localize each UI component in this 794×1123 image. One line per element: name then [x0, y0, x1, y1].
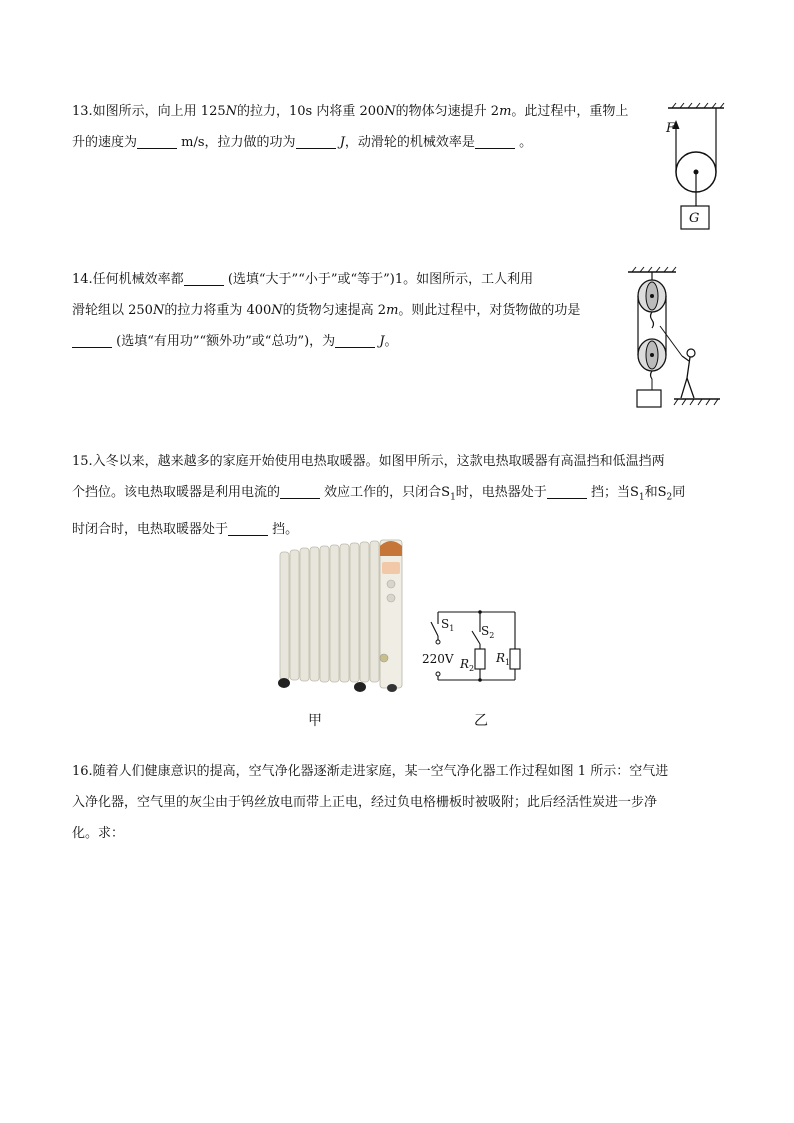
pulley-figure-13 — [660, 100, 732, 232]
force-label: F — [666, 121, 676, 136]
answer-blank[interactable] — [184, 271, 224, 286]
r1-label: $R_1$ — [496, 651, 511, 667]
circuit-diagram — [420, 604, 530, 688]
question-16-line-3: 化。求： — [72, 826, 125, 841]
pulley-block-figure-14 — [624, 266, 724, 412]
heater-image — [270, 538, 410, 692]
question-16 — [72, 756, 668, 849]
s2-label: $S_2$ — [481, 624, 495, 640]
answer-blank[interactable] — [280, 484, 320, 499]
question-15 — [72, 446, 685, 545]
question-14-line-3: (选填“有用功”“额外功”或“总功”)，为 J。 — [72, 326, 580, 357]
question-15-line-1: 15.入冬以来，越来越多的家庭开始使用电热取暖器。如图甲所示，这款电热取暖器有高温挡和低温挡两 — [72, 454, 665, 469]
question-15-line-2: 个挡位。该电热取暖器是利用电流的 效应工作的，只闭合$S_1$时，电热器处于 挡；当$S_1$和$S_2$同 — [72, 485, 686, 503]
s1-label: $S_1$ — [441, 617, 455, 633]
question-13-line-1: 13.如图所示，向上用 125N的拉力，10s 内将重 200N的物体匀速提升 2m。此过程中，重物上 — [72, 104, 629, 119]
answer-blank[interactable] — [228, 521, 268, 536]
question-13 — [72, 96, 628, 158]
answer-blank[interactable] — [72, 333, 112, 348]
voltage-label: 220V — [422, 652, 454, 666]
caption-yi: 乙 — [474, 713, 488, 729]
question-14-line-1: 14.任何机械效率都 (选填“大于”“小于”或“等于”)1。如图所示，工人利用 — [72, 272, 534, 287]
question-16-line-1: 16.随着人们健康意识的提高，空气净化器逐渐走进家庭，某一空气净化器工作过程如图 1 所示：空气进 — [72, 764, 669, 779]
question-13-line-2: 升的速度为 m/s，拉力做的功为 J，动滑轮的机械效率是 。 — [72, 135, 533, 150]
answer-blank[interactable] — [296, 134, 336, 149]
question-15-line-3: 时闭合时，电热取暖器处于 挡。 — [72, 521, 299, 537]
question-14-line-2: 滑轮组以 250N的拉力将重为 400N的货物匀速提高 2m。则此过程中，对货物做的功是 — [72, 303, 581, 318]
weight-label: G — [689, 211, 700, 226]
question-14 — [72, 264, 580, 357]
answer-blank[interactable] — [335, 333, 375, 348]
answer-blank[interactable] — [137, 134, 177, 149]
answer-blank[interactable] — [475, 134, 515, 149]
r2-label: $R_2$ — [460, 657, 475, 673]
caption-jia: 甲 — [308, 713, 322, 729]
answer-blank[interactable] — [547, 484, 587, 499]
question-16-line-2: 入净化器，空气里的灰尘由于钨丝放电而带上正电，经过负电格栅板时被吸附；此后经活性炭进一步净 — [72, 795, 658, 810]
